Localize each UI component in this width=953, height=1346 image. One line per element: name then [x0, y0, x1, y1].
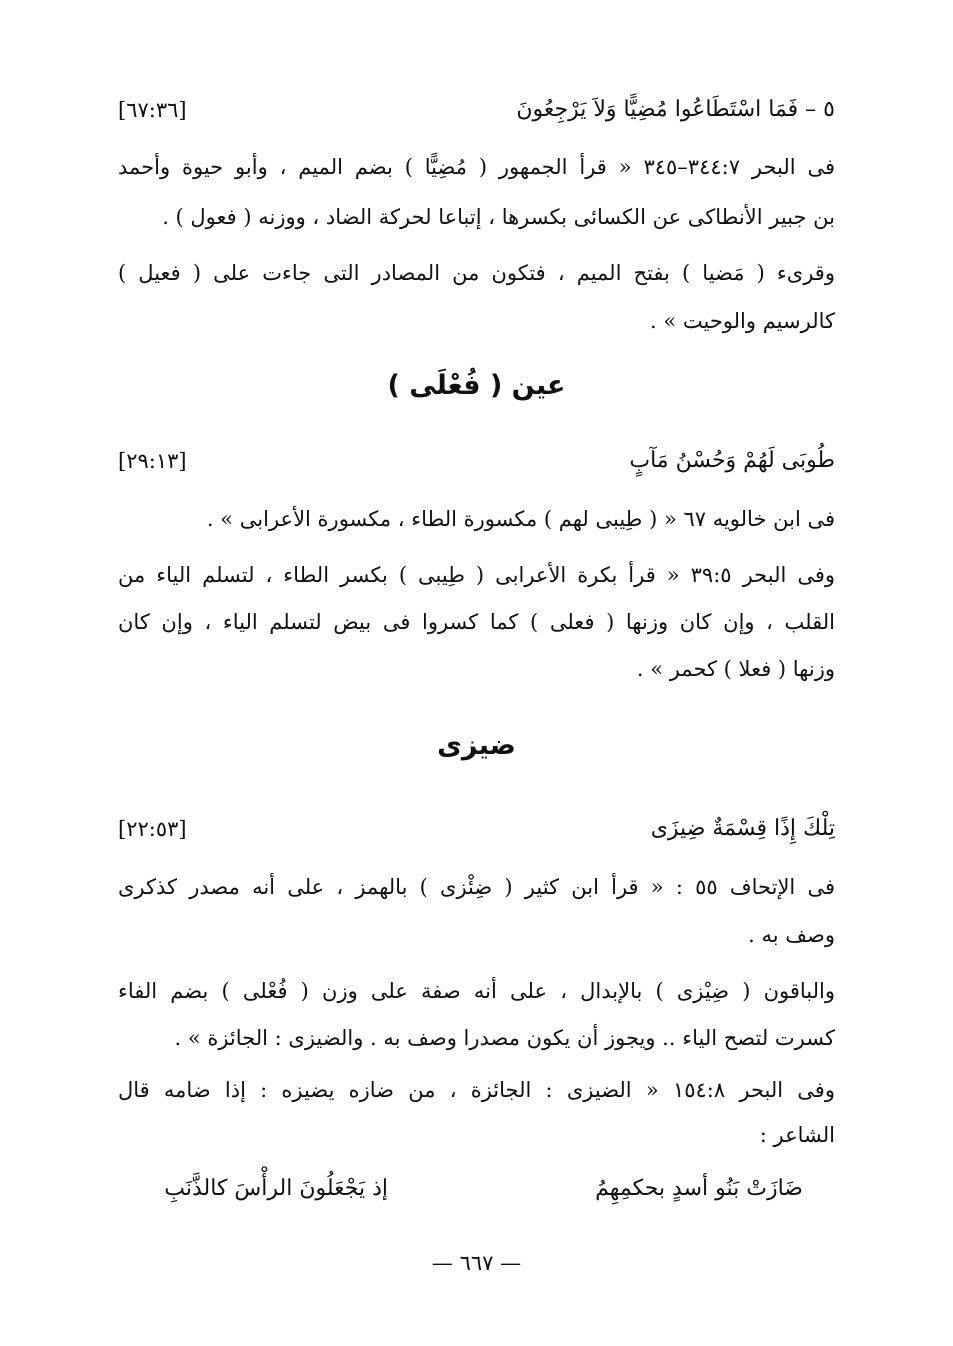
paragraph-line: والباقون ( ضِيْزى ) بالإبدال ، على أنه صفة على وزن ( فُعْلى ) بضم الفاء [118, 979, 835, 1003]
paragraph-line: وزنها ( فعلا ) كحمر » . [636, 657, 835, 681]
paragraph-line: وفى البحر ١٥٤:٨ « الضيزى : الجائزة ، من ضازه يضيزه : إذا ضامه قال [118, 1078, 835, 1102]
verse-reference-1: [٦٧:٣٦] [118, 98, 187, 122]
paragraph-line: بن جبير الأنطاكى عن الكسائى بكسرها ، إتباعا لحركة الضاد ، ووزنه ( فعول ) . [162, 205, 835, 229]
paragraph-line: فى البحر ٣٤٤:٧–٣٤٥ « قرأ الجمهور ( مُضِيًّا ) بضم الميم ، وأبو حيوة وأحمد [118, 155, 836, 179]
paragraph-line: وصف به . [748, 923, 835, 947]
verse-reference-3: [٢٢:٥٣] [118, 817, 187, 841]
section-heading-2: ضيزى [437, 730, 516, 761]
paragraph-line: كسرت لتصح الياء .. ويجوز أن يكون مصدرا وصف به . والضيزى : الجائزة » . [174, 1026, 835, 1050]
paragraph-line: فى ابن خالويه ٦٧ « ( طِيبى لهم ) مكسورة الطاء ، مكسورة الأعرابى » . [206, 507, 835, 531]
quran-verse-3: تِلْكَ إِذًا قِسْمَةٌ ضِيزَى [650, 816, 835, 841]
poem-hemistich-1: ضَازَتْ بَنُو أسدٍ بحكمِهِمُ [595, 1176, 803, 1201]
paragraph-line: وقرىء ( مَضيا ) بفتح الميم ، فتكون من المصادر التى جاءت على ( فعيل ) [118, 261, 835, 285]
verse-reference-2: [٢٩:١٣] [118, 449, 187, 473]
paragraph-line: الشاعر : [759, 1123, 835, 1147]
paragraph-line: فى الإتحاف ٥٥ : « قرأ ابن كثير ( ضِئْزى ) بالهمز ، على أنه مصدر كذكرى [118, 875, 835, 899]
quran-verse-1: ٥ – فَمَا اسْتَطَاعُوا مُضِيًّا وَلاَ يَرْجِعُونَ [516, 97, 835, 122]
quran-verse-2: طُوبَى لَهُمْ وَحُسْنُ مَآبٍ [629, 448, 835, 473]
paragraph-line: وفى البحر ٣٩:٥ « قرأ بكرة الأعرابى ( طِيبى ) بكسر الطاء ، لتسلم الياء من [118, 563, 835, 587]
page-number: — ٦٦٧ — [431, 1251, 522, 1275]
paragraph-line: القلب ، وإن كان وزنها ( فعلى ) كما كسروا فى بيض لتسلم الياء ، وإن كان [118, 610, 835, 634]
section-heading-1: عين ( فُعْلَى ) [387, 370, 566, 401]
paragraph-line: كالرسيم والوحيت » . [649, 309, 835, 333]
poem-hemistich-2: إذ يَجْعَلُونَ الرأْسَ كالذَّنَبِ [164, 1176, 388, 1201]
